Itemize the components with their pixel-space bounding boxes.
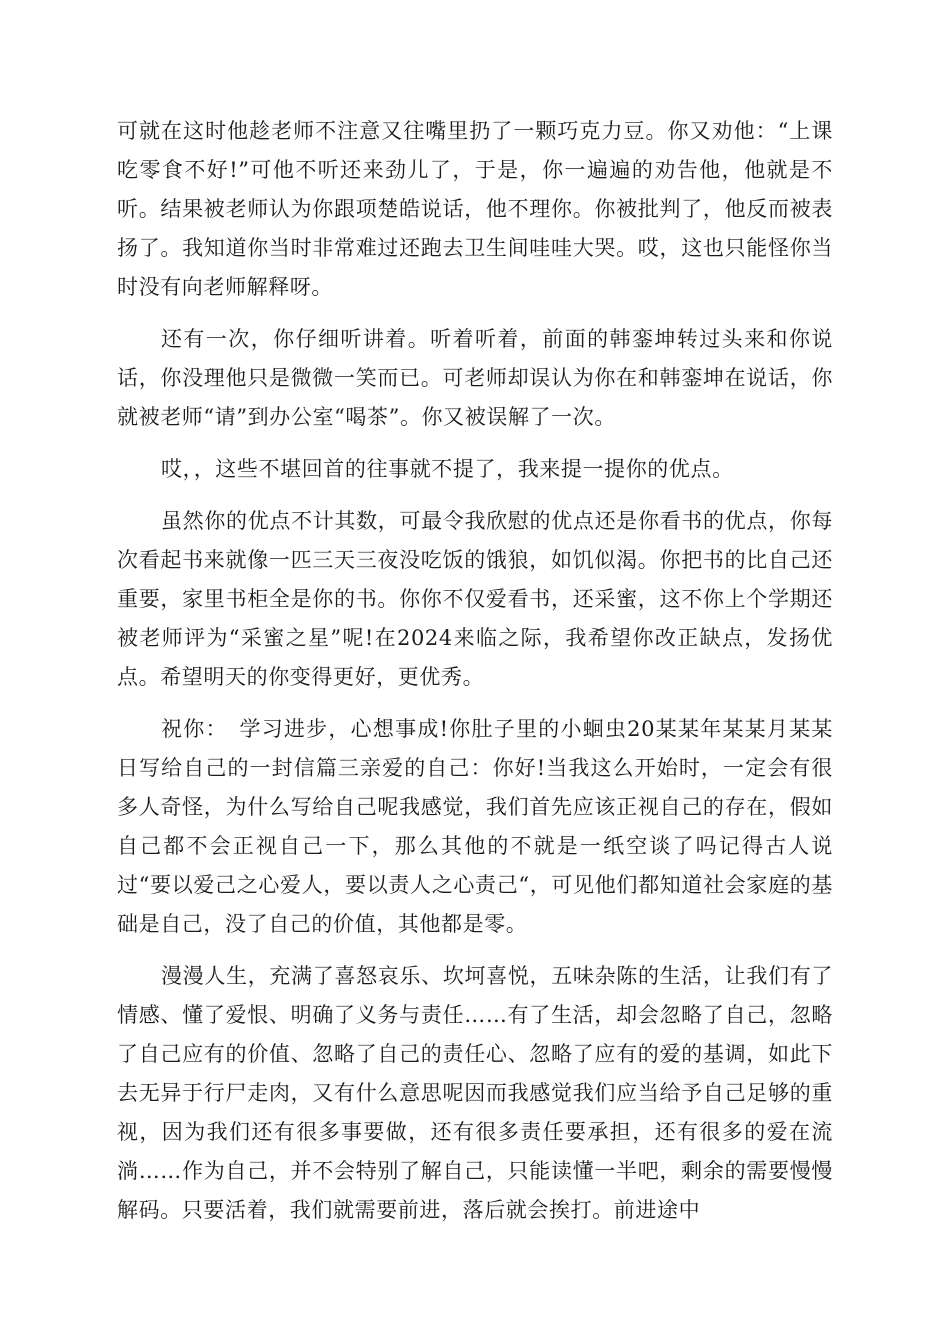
paragraph-2: 还有一次，你仔细听讲着。听着听着，前面的韩銮坤转过头来和你说话，你没理他只是微微一笑而已。可老师却误认为你在和韩銮坤在说话，你就被老师“请”到办公室“喝茶”。你又被误解了一次。 bbox=[117, 327, 833, 429]
paragraph-3: 哎，，这些不堪回首的往事就不提了，我来提一提你的优点。 bbox=[161, 457, 734, 481]
paragraph-4: 虽然你的优点不计其数，可最令我欣慰的优点还是你看书的优点，你每次看起书来就像一匹三天三夜没吃饭的饿狼，如饥似渴。你把书的比自己还重要，家里书柜全是你的书。你你不仅爱看书，还采蜜，这不你上个学期还被老师评为“采蜜之星”呢!在2024来临之际，我希望你改正缺点，发扬优点。希望明天的你变得更好，更优秀。 bbox=[117, 509, 833, 689]
paragraph-6: 漫漫人生，充满了喜怒哀乐、坎坷喜悦，五味杂陈的生活，让我们有了情感、懂了爱恨、明确了义务与责任……有了生活，却会忽略了自己，忽略了自己应有的价值、忽略了自己的责任心、忽略了应有的爱的基调，如此下去无异于行尸走肉，又有什么意思呢因而我感觉我们应当给予自己足够的重视，因为我们还有很多事要做，还有很多责任要承担，还有很多的爱在流淌……作为自己，并不会特别了解自己，只能读懂一半吧，剩余的需要慢慢解码。只要活着，我们就需要前进，落后就会挨打。前进途中 bbox=[117, 964, 833, 1222]
document-page bbox=[117, 112, 833, 1243]
paragraph-5: 祝你： 学习进步，心想事成!你肚子里的小蛔虫20某某年某某月某某日写给自己的一封信篇三亲爱的自己：你好!当我这么开始时，一定会有很多人奇怪，为什么写给自己呢我感觉，我们首先应该正视自己的存在，假如自己都不会正视自己一下，那么其他的不就是一纸空谈了吗记得古人说过“要以爱己之心爱人，要以责人之心责己“，可见他们都知道社会家庭的基础是自己，没了自己的价值，其他都是零。 bbox=[117, 717, 833, 936]
paragraph-1: 可就在这时他趁老师不注意又往嘴里扔了一颗巧克力豆。你又劝他：“上课吃零食不好!”可他不听还来劲儿了，于是，你一遍遍的劝告他，他就是不听。结果被老师认为你跟项楚皓说话，他不理你。你被批判了，他反而被表扬了。我知道你当时非常难过还跑去卫生间哇哇大哭。哎，这也只能怪你当时没有向老师解释呀。 bbox=[117, 119, 833, 299]
